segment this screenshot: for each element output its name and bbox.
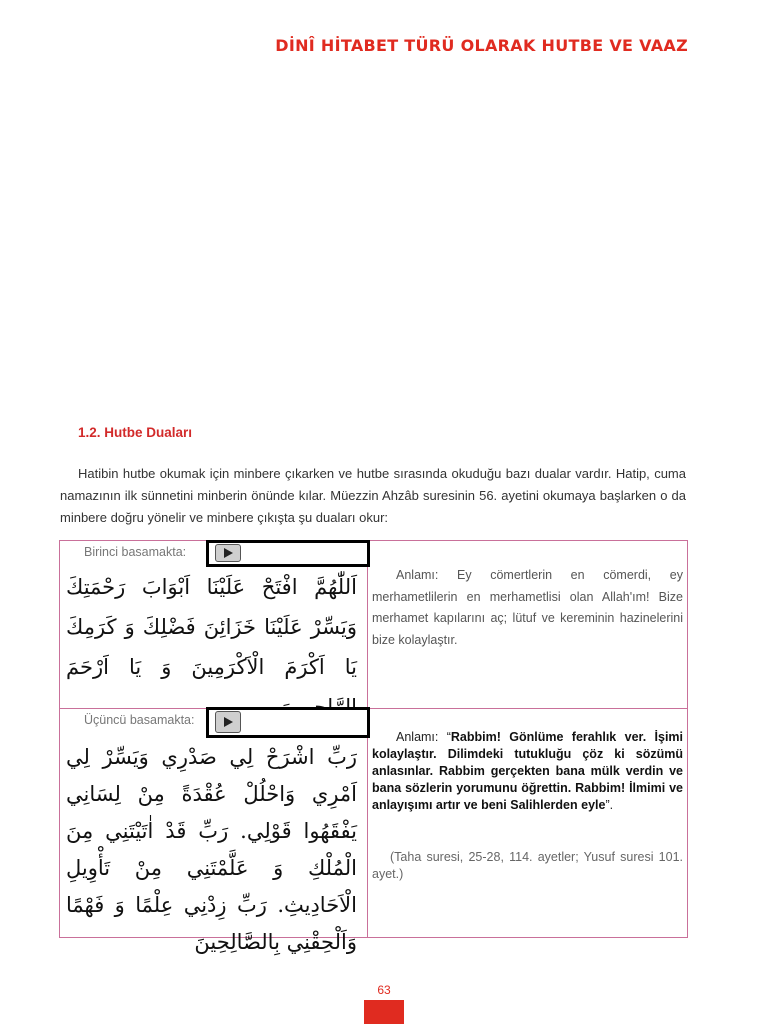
- source-citation: [372, 849, 683, 883]
- meaning-prefix: Anlamı: “: [396, 730, 451, 744]
- intro-text: Hatibin hutbe okumak için minbere çıkarken ve hutbe sırasında okuduğu bazı dualar vardır. Hatip, cuma namazının ilk sünnetini minberin önünde kılar. Müezzin Ahzâb suresinin 56. ayetini okumaya başlarken o da minbere doğru yönelir ve minbere çıkışta şu duaları okur:: [60, 466, 686, 525]
- prayer-table: [59, 540, 688, 954]
- step-label: Üçüncü basamakta:: [84, 713, 195, 727]
- section-heading: 1.2. Hutbe Duaları: [78, 425, 193, 440]
- prayer-row-third: [60, 709, 687, 954]
- prayer-row-first: [60, 541, 687, 709]
- play-icon[interactable]: [215, 544, 241, 562]
- meaning-paragraph: [372, 729, 683, 814]
- arabic-cell: [60, 541, 368, 708]
- chapter-title: DİNÎ HİTABET TÜRÜ OLARAK HUTBE VE VAAZ: [275, 36, 688, 55]
- source-text: (Taha suresi, 25-28, 114. ayetler; Yusuf suresi 101. ayet.): [372, 850, 683, 881]
- audio-player-box: [206, 707, 370, 738]
- meaning-cell: [368, 541, 687, 708]
- arabic-cell: [60, 709, 368, 954]
- meaning-text: Anlamı: Ey cömertlerin en cömerdi, ey merhametlilerin en merhametlisi olan Allah'ım! Bize merhamet kapılarını aç; lütuf ve kereminin hazinelerini bize kolaylaştır.: [372, 568, 683, 647]
- step-label: Birinci basamakta:: [84, 545, 187, 559]
- meaning-bold-text: Rabbim! Gönlüme ferahlık ver. İşimi kolaylaştır. Dilimdeki tutukluğu çöz ki sözümü anlasınlar. Rabbim gerçekten bana mülk verdin ve bana sözlerin yorumunu öğrettin. Rabbim! İlmimi ve anlayışımı artır ve beni Salihlerden eyle: [372, 730, 684, 812]
- audio-player-box: [206, 540, 370, 567]
- meaning-suffix: ”.: [605, 798, 614, 812]
- arabic-prayer-text: رَبِّ اشْرَحْ لِي صَدْرِي وَيَسِّرْ لِي اَمْرِي وَاحْلُلْ عُقْدَةً مِنْ لِسَانِي يَفْقَهُوا قَوْلِي. رَبِّ قَدْ اٰتَيْتَنِي مِنَ الْمُلْكِ وَ عَلَّمْتَنِي مِنْ تَأْوِيلِ الْاَحَادِيثِ. رَبِّ زِدْنِي عِلْمًا وَ فَهْمًا وَاَلْحِقْنِي بِالصَّالِحِينَ: [66, 745, 357, 954]
- meaning-cell: [368, 709, 687, 937]
- arabic-prayer-text: اَللّٰهُمَّ افْتَحْ عَلَيْنَا اَبْوَابَ رَحْمَتِكَ وَيَسِّرْ عَلَيْنَا خَزَائِنَ فَضْلِكَ وَ كَرَمِكَ يَا اَكْرَمَ الْاَكْرَمِينَ وَ يَا اَرْحَمَ: [66, 575, 357, 679]
- intro-paragraph: [60, 463, 686, 529]
- meaning-paragraph: [372, 565, 683, 651]
- play-icon[interactable]: [215, 711, 241, 733]
- page-number-tab: [364, 1000, 404, 1024]
- page-number: 63: [377, 983, 391, 997]
